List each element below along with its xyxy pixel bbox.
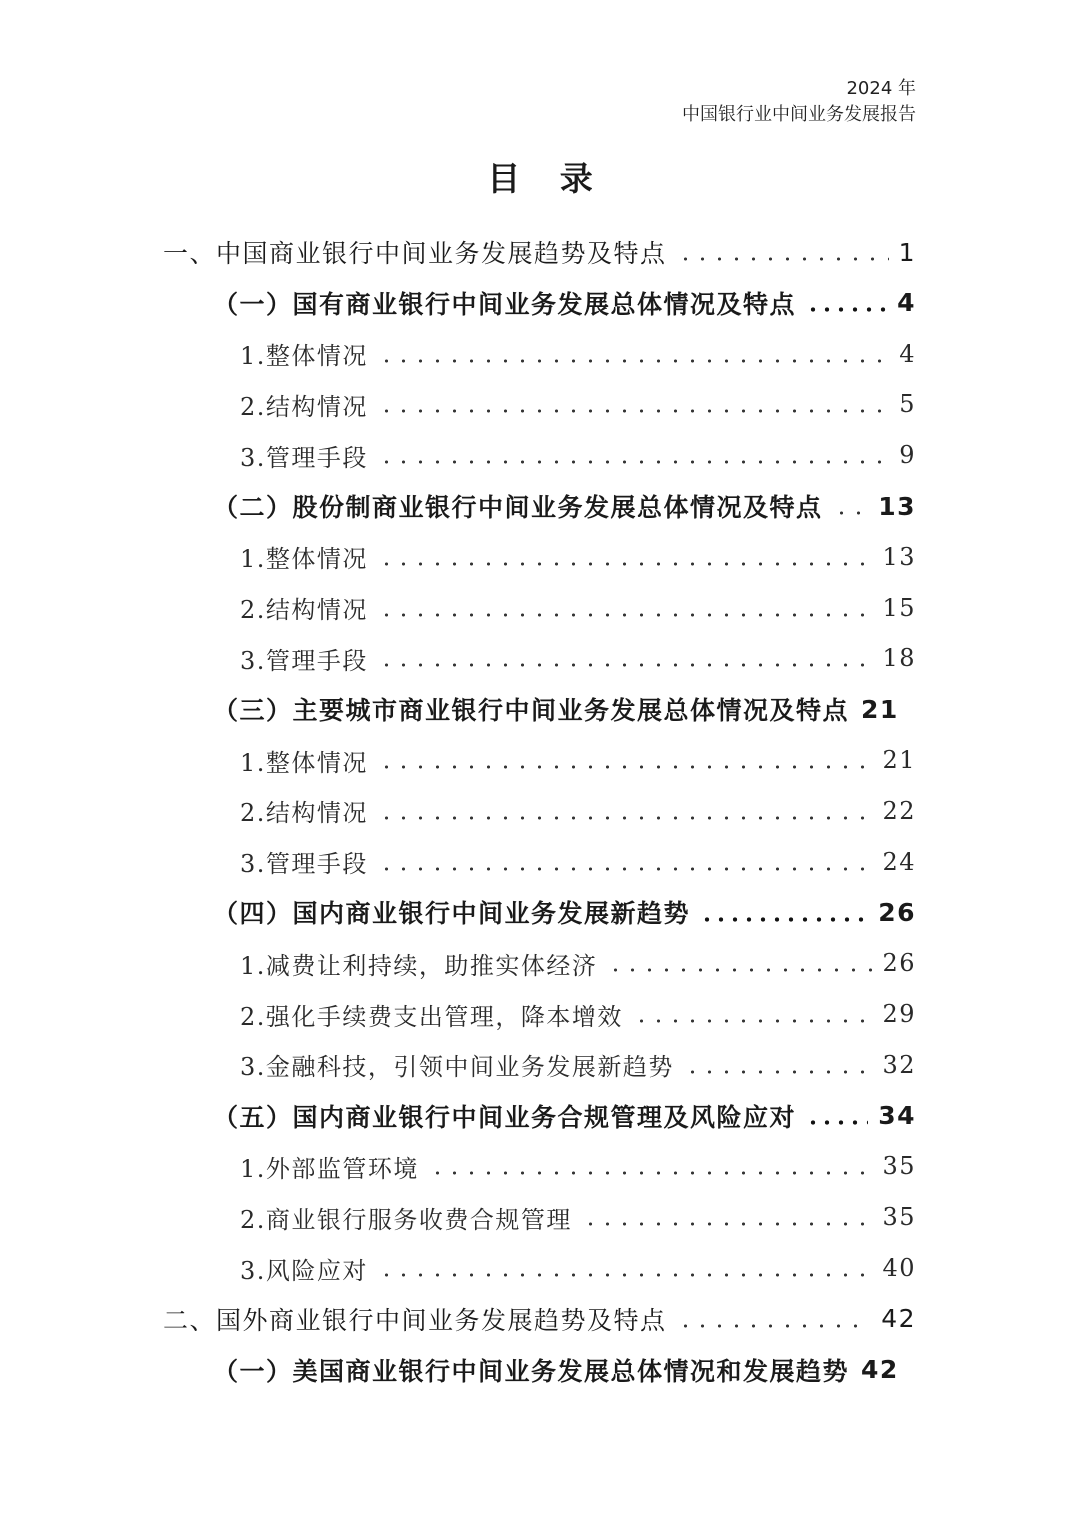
- toc-entry-page-number: 9: [899, 441, 916, 470]
- toc-entry-page-number: 18: [882, 644, 916, 673]
- toc-entry[interactable]: [240, 332, 916, 376]
- toc-dot-leader: [378, 562, 873, 566]
- toc-entry-title: （一）国有商业银行中间业务发展总体情况及特点: [213, 289, 797, 319]
- toc-entry[interactable]: [213, 1094, 916, 1138]
- toc-dot-leader: [700, 917, 868, 922]
- toc-dot-leader: [806, 1120, 868, 1125]
- toc-dot-leader: [378, 816, 873, 820]
- toc-entry[interactable]: [240, 433, 916, 477]
- toc-dot-leader: [607, 968, 872, 972]
- toc-entry-page-number: 21: [861, 694, 899, 724]
- toc-dot-leader: [378, 460, 889, 464]
- toc-entry-page-number: 13: [878, 491, 916, 521]
- toc-dot-leader: [378, 409, 889, 413]
- header-report-name: 中国银行业中间业务发展报告: [682, 104, 916, 125]
- toc-entry-page-number: 42: [881, 1304, 916, 1334]
- header-year: 2024 年: [846, 78, 916, 99]
- toc-entry[interactable]: [163, 230, 916, 274]
- toc-entry-page-number: 4: [897, 288, 916, 318]
- toc-entry-title: 2.结构情况: [240, 392, 368, 421]
- toc-entry[interactable]: [213, 1348, 928, 1392]
- toc-entry-page-number: 4: [899, 339, 916, 368]
- toc-entry-page-number: 15: [882, 593, 916, 622]
- toc-entry-title: 2.强化手续费支出管理，降本增效: [240, 1002, 623, 1031]
- toc-entry-title: 3.管理手段: [240, 443, 368, 472]
- page-title: 目 录: [487, 159, 607, 198]
- toc-entry-title: 3.金融科技，引领中间业务发展新趋势: [240, 1053, 674, 1082]
- toc-entry-page-number: 35: [882, 1152, 916, 1181]
- toc-dot-leader: [429, 1171, 873, 1175]
- toc-entry[interactable]: [240, 1144, 916, 1188]
- toc-entry-page-number: 34: [878, 1101, 916, 1131]
- toc-entry-page-number: 35: [882, 1203, 916, 1232]
- toc-entry-page-number: 32: [882, 1050, 916, 1079]
- toc-dot-leader: [378, 765, 873, 769]
- toc-entry[interactable]: [213, 484, 916, 528]
- toc-entry[interactable]: [240, 992, 916, 1036]
- toc-entry-page-number: 13: [882, 542, 916, 571]
- toc-entry[interactable]: [240, 535, 916, 579]
- toc-dot-leader: [684, 1070, 873, 1074]
- running-header: [682, 76, 916, 128]
- toc-entry-page-number: 40: [882, 1254, 916, 1282]
- toc-entry[interactable]: [240, 738, 916, 782]
- toc-entry-title: 2.结构情况: [240, 799, 368, 828]
- toc-entry-title: 二、国外商业银行中间业务发展趋势及特点: [163, 1305, 667, 1335]
- toc-dot-leader: [806, 307, 887, 312]
- toc-entry-page-number: 24: [882, 847, 916, 876]
- toc-entry-page-number: 1: [898, 237, 916, 267]
- toc-entry-title: 2.商业银行服务收费合规管理: [240, 1205, 572, 1234]
- toc-entry[interactable]: [240, 1246, 916, 1290]
- toc-entry-page-number: 22: [882, 796, 916, 825]
- toc-entry-title: 3.管理手段: [240, 850, 368, 879]
- toc-entry-title: 1.整体情况: [240, 342, 368, 371]
- toc-entry[interactable]: [240, 636, 916, 680]
- toc-entry-title: （五）国内商业银行中间业务合规管理及风险应对: [213, 1102, 797, 1132]
- toc-entry[interactable]: [240, 840, 916, 884]
- toc-entry-page-number: 26: [882, 949, 916, 978]
- toc-entry[interactable]: [240, 382, 916, 426]
- toc-entry-title: 2.结构情况: [240, 596, 368, 625]
- toc-entry-title: 1.外部监管环境: [240, 1154, 419, 1183]
- toc-entry[interactable]: [240, 1043, 916, 1087]
- toc-entry-page-number: 5: [899, 390, 916, 419]
- toc-dot-leader: [378, 663, 873, 667]
- toc-entry-title: 1.整体情况: [240, 545, 368, 574]
- toc-entry-title: （二）股份制商业银行中间业务发展总体情况及特点: [213, 493, 823, 522]
- toc-entry[interactable]: [240, 1195, 916, 1239]
- toc-dot-leader: [633, 1019, 873, 1023]
- toc-dot-leader: [378, 613, 873, 617]
- toc-entry[interactable]: [240, 789, 916, 833]
- toc-entry-title: （四）国内商业银行中间业务发展新趋势: [213, 899, 691, 929]
- toc-entry-title: 一、中国商业银行中间业务发展趋势及特点: [163, 239, 667, 268]
- toc-dot-leader: [677, 257, 889, 261]
- toc-entry[interactable]: [213, 281, 916, 325]
- toc-dot-leader: [378, 359, 889, 363]
- toc-entry[interactable]: [163, 1297, 916, 1341]
- toc-dot-leader: [833, 511, 869, 515]
- toc-entry-title: 3.管理手段: [240, 646, 368, 675]
- toc-dot-leader: [582, 1222, 873, 1226]
- toc-entry-page-number: 26: [878, 897, 916, 927]
- toc-entry[interactable]: [240, 941, 916, 985]
- toc-entry-title: （一）美国商业银行中间业务发展总体情况和发展趋势: [213, 1356, 850, 1386]
- toc-entry-page-number: 21: [882, 746, 916, 774]
- toc-entry[interactable]: [213, 890, 916, 934]
- toc-dot-leader: [378, 867, 873, 871]
- toc-entry-title: （三）主要城市商业银行中间业务发展总体情况及特点: [213, 696, 850, 726]
- toc-entry-page-number: 42: [861, 1355, 899, 1385]
- toc-entry-title: 1.整体情况: [240, 748, 368, 777]
- toc-dot-leader: [677, 1324, 872, 1328]
- toc-dot-leader: [378, 1273, 873, 1277]
- toc-entry-page-number: 29: [882, 1000, 916, 1028]
- toc-entry-title: 3.风险应对: [240, 1256, 368, 1285]
- toc-entry-title: 1.减费让利持续，助推实体经济: [240, 951, 598, 980]
- toc-entry[interactable]: [240, 586, 916, 630]
- toc-entry[interactable]: [213, 687, 928, 731]
